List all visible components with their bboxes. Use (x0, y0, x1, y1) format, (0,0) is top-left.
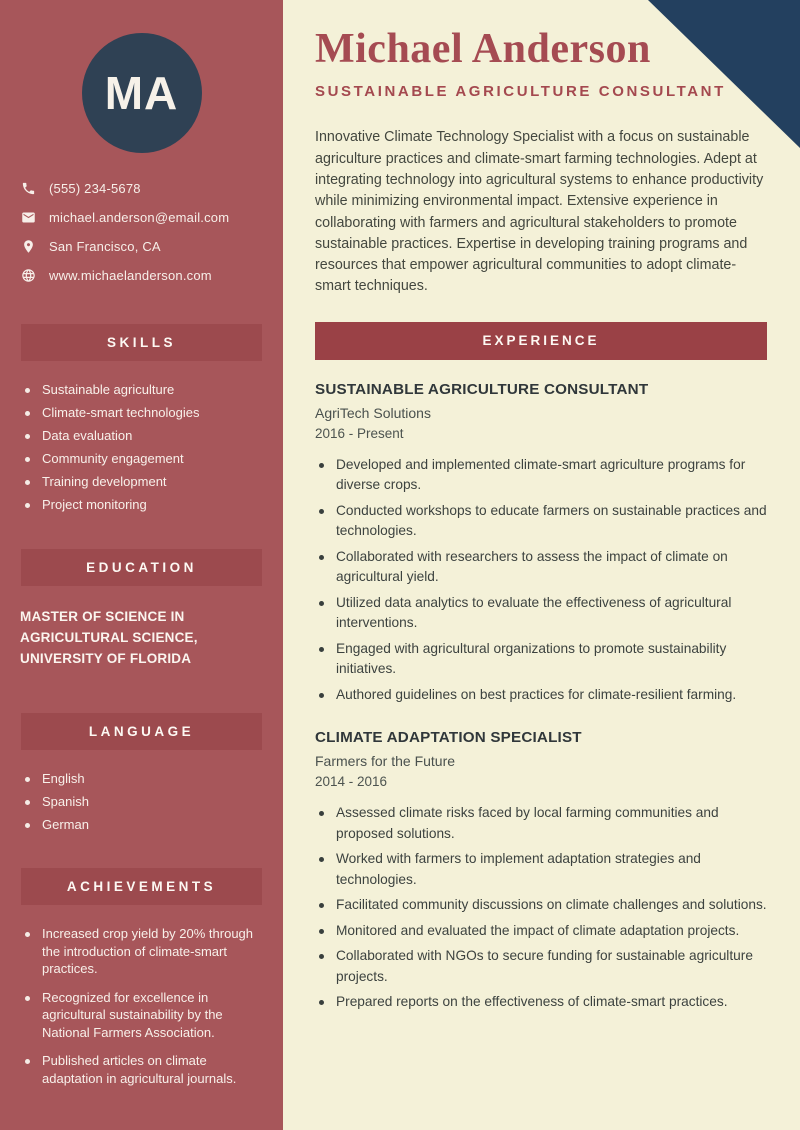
bullet-dot (25, 823, 30, 828)
experience-entry-1 (315, 381, 767, 706)
experience-section-title: EXPERIENCE (482, 333, 600, 349)
job-bullet-item: Facilitated community discussions on climate challenges and solutions. (315, 895, 767, 916)
job-bullet-item: Prepared reports on the effectiveness of climate-smart practices. (315, 992, 767, 1013)
bullet-dot (25, 932, 30, 937)
achievements-section-header (21, 868, 262, 905)
bullet-dot (25, 996, 30, 1001)
phone-icon (20, 181, 36, 197)
language-list-item (25, 793, 265, 810)
skill-label: Community engagement (42, 451, 184, 466)
website-icon (20, 268, 36, 284)
job-bullet-item: Authored guidelines on best practices for climate-resilient farming. (315, 685, 767, 706)
bullet-dot (25, 434, 30, 439)
job-company: AgriTech Solutions (315, 404, 431, 421)
language-section-title: LANGUAGE (88, 724, 195, 739)
bullet-dot (25, 480, 30, 485)
experience-section-header (315, 322, 767, 360)
bullet-dot (25, 800, 30, 805)
job-bullet-item: Monitored and evaluated the impact of climate adaptation projects. (315, 921, 767, 942)
job-bullet-item: Assessed climate risks faced by local farming communities and proposed solutions. (315, 803, 767, 844)
skills-section-title: SKILLS (106, 335, 176, 350)
bullet-dot (25, 777, 30, 782)
summary-paragraph: Innovative Climate Technology Specialist with a focus on sustainable agriculture practices and climate-smart farming technologies. Adept at integrating technology into agricultural systems to enhance productivity while minimizing environmental impact. Extensive experience in collaborating with farmers and agricultural stakeholders to promote sustainable practices. Expertise in developing training programs and resources that empower agricultural communities to adopt climate-smart techniques. (315, 129, 764, 295)
education-section-header (21, 549, 262, 586)
bullet-dot (25, 457, 30, 462)
language-label: English (42, 771, 85, 786)
skills-list (25, 381, 265, 513)
achievement-text: Recognized for excellence in agricultural sustainability by the National Farmers Association. (42, 989, 223, 1040)
job-dates: 2016 - Present (315, 425, 404, 441)
achievement-list-item (25, 925, 265, 978)
contact-email-text: michael.anderson@email.com (49, 210, 230, 225)
achievement-list-item (25, 1052, 265, 1087)
experience-entry-2 (315, 729, 767, 1013)
language-label: Spanish (42, 794, 89, 809)
avatar-initials: MA (104, 67, 179, 119)
language-list-item (25, 816, 265, 833)
achievement-list-item (25, 989, 265, 1042)
bullet-dot (25, 503, 30, 508)
contact-section (20, 179, 283, 285)
job-bullet-item: Engaged with agricultural organizations to promote sustainability initiatives. (315, 639, 767, 680)
skill-list-item (25, 450, 265, 467)
contact-website (20, 266, 283, 285)
education-section-title: EDUCATION (86, 560, 197, 575)
job-bullet-item: Conducted workshops to educate farmers on sustainable practices and technologies. (315, 501, 767, 542)
job-title: CLIMATE ADAPTATION SPECIALIST (315, 729, 582, 747)
skill-label: Project monitoring (42, 497, 147, 512)
job-bullet-item: Utilized data analytics to evaluate the effectiveness of agricultural interventions. (315, 593, 767, 634)
job-bullet-item: Collaborated with researchers to assess the impact of climate on agricultural yield. (315, 547, 767, 588)
skill-label: Climate-smart technologies (42, 405, 200, 420)
job-title: SUSTAINABLE AGRICULTURE CONSULTANT (315, 380, 649, 398)
job-bullet-item: Worked with farmers to implement adaptation strategies and technologies. (315, 849, 767, 890)
email-icon (20, 210, 36, 226)
job-dates: 2014 - 2016 (315, 774, 388, 790)
bullet-dot (25, 388, 30, 393)
job-bullet-list (315, 455, 767, 706)
language-list (25, 770, 265, 833)
page-title: Michael Anderson (315, 26, 651, 72)
achievement-text: Increased crop yield by 20% through the introduction of climate-smart practices. (42, 926, 254, 976)
job-bullet-item: Developed and implemented climate-smart agriculture programs for diverse crops. (315, 455, 767, 496)
skill-list-item (25, 427, 265, 444)
skill-list-item (25, 496, 265, 513)
main-content (283, 0, 800, 1130)
contact-website-text: www.michaelanderson.com (49, 268, 212, 283)
language-list-item (25, 770, 265, 787)
skill-list-item (25, 381, 265, 398)
skill-list-item (25, 404, 265, 421)
achievement-text: Published articles on climate adaptation in agricultural journals. (42, 1053, 237, 1086)
skill-list-item (25, 473, 265, 490)
skill-label: Sustainable agriculture (42, 382, 175, 397)
job-bullet-item: Collaborated with NGOs to secure funding for sustainable agriculture projects. (315, 946, 767, 987)
language-section-header (21, 713, 262, 750)
skill-label: Data evaluation (42, 428, 133, 443)
job-company: Farmers for the Future (315, 753, 456, 770)
achievements-section-title: ACHIEVEMENTS (66, 879, 217, 894)
contact-location (20, 237, 283, 256)
bullet-dot (25, 411, 30, 416)
avatar (82, 33, 202, 153)
contact-phone-text: (555) 234-5678 (49, 181, 141, 196)
skills-section-header (21, 324, 262, 361)
contact-email (20, 208, 283, 227)
achievements-list (25, 925, 265, 1087)
bullet-dot (25, 1059, 30, 1064)
education-degree: MASTER OF SCIENCE IN AGRICULTURAL SCIENCE, UNIVERSITY OF FLORIDA (20, 609, 198, 666)
contact-location-text: San Francisco, CA (49, 239, 161, 254)
contact-phone (20, 179, 283, 198)
job-bullet-list (315, 803, 767, 1013)
location-icon (20, 239, 36, 255)
skill-label: Training development (42, 474, 167, 489)
job-title-subtitle: SUSTAINABLE AGRICULTURE CONSULTANT (315, 83, 726, 101)
sidebar (0, 0, 283, 1130)
language-label: German (42, 817, 89, 832)
